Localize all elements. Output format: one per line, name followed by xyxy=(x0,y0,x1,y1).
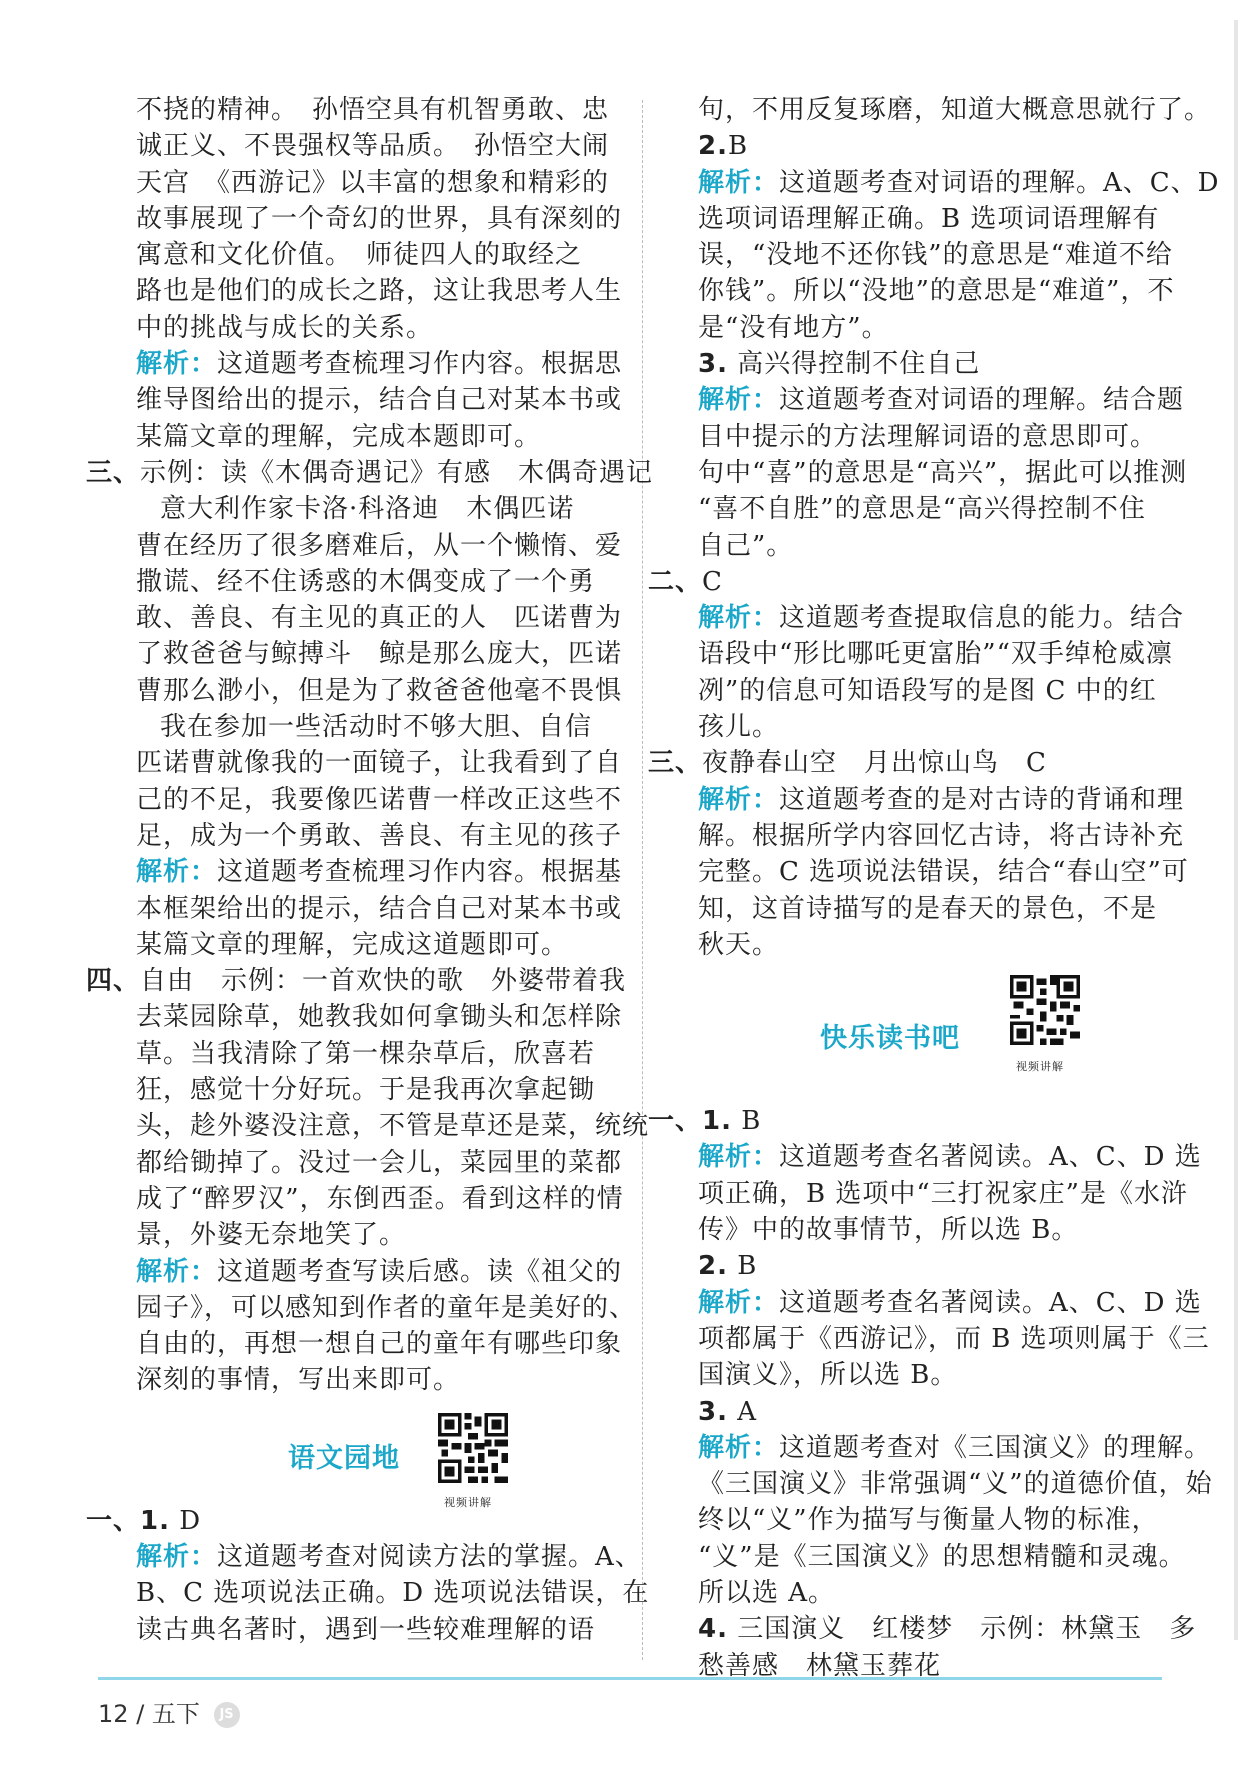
analysis-label: 解析： xyxy=(698,1287,780,1318)
text-line: 读古典名著时，遇到一些较难理解的语 xyxy=(136,1614,596,1645)
text-line: 孩儿。 xyxy=(698,712,780,743)
page-number: 12 xyxy=(98,1700,129,1728)
question-number: 三、 xyxy=(86,457,141,488)
analysis-line: 解析：这道题考查名著阅读。A、C、D 选 xyxy=(698,1287,1202,1318)
text-line: 头，趁外婆没注意，不管是草还是菜，统统 xyxy=(136,1111,650,1142)
text-line: 去菜园除草，她教我如何拿锄头和怎样除 xyxy=(136,1002,623,1033)
analysis-label: 解析： xyxy=(698,784,780,815)
text-line: 维导图给出的提示，结合自己对某本书或 xyxy=(136,385,623,416)
text-line: 我在参加一些活动时不够大胆、自信 xyxy=(160,712,593,743)
text-line: 冽”的信息可知语段写的是图 C 中的红 xyxy=(698,675,1157,706)
analysis-line: 解析：这道题考查的是对古诗的背诵和理 xyxy=(698,784,1185,815)
text-line: “喜不自胜”的意思是“高兴得控制不住 xyxy=(698,494,1146,525)
text-line: 是“没有地方”。 xyxy=(698,312,889,343)
question-line: 4. 三国演义 红楼梦 示例：林黛玉 多 xyxy=(698,1614,1197,1645)
page-edge xyxy=(1234,20,1238,1640)
analysis-label: 解析： xyxy=(698,1432,780,1463)
text-line: 匹诺曹就像我的一面镜子，让我看到了自 xyxy=(136,748,623,779)
text-line: 句，不用反复琢磨，知道大概意思就行了。 xyxy=(698,95,1212,125)
text-line: 目中提示的方法理解词语的意思即可。 xyxy=(698,421,1158,452)
page-footer xyxy=(98,1694,240,1729)
analysis-line: 解析：这道题考查对词语的理解。A、C、D xyxy=(698,167,1220,198)
text-line: 项正确，B 选项中“三打祝家庄”是《水浒 xyxy=(698,1178,1188,1209)
analysis-line: 解析：这道题考查梳理习作内容。根据基 xyxy=(136,857,623,888)
footer-separator: / xyxy=(136,1700,145,1728)
question-line: 四、自由 示例：一首欢快的歌 外婆带着我 xyxy=(86,966,627,997)
analysis-label: 解析： xyxy=(698,603,780,634)
text-line: 都给锄掉了。没过一会儿，菜园里的菜都 xyxy=(136,1147,623,1178)
qr-code-icon[interactable] xyxy=(438,1413,508,1483)
text-line: 某篇文章的理解，完成这道题即可。 xyxy=(136,929,569,960)
section-kuaile-dushuba xyxy=(660,963,1180,1103)
question-number: 2. xyxy=(698,131,728,162)
text-line: 选项词语理解正确。B 选项词语理解有 xyxy=(698,203,1160,234)
text-line: 你钱”。所以“没地”的意思是“难道”，不 xyxy=(698,276,1175,307)
text-line: 足，成为一个勇敢、善良、有主见的孩子 xyxy=(136,820,623,851)
text-line: 本框架给出的提示，结合自己对某本书或 xyxy=(136,893,623,924)
qr-caption: 视频讲解 xyxy=(1016,1060,1064,1074)
text-line: 所以选 A。 xyxy=(698,1577,836,1608)
text-line: 不挠的精神。 孙悟空具有机智勇敢、忠 xyxy=(136,95,610,125)
question-line: 2. B xyxy=(698,1251,758,1282)
question-line: 2.B xyxy=(698,131,749,162)
analysis-line: 解析：这道题考查对词语的理解。结合题 xyxy=(698,385,1185,416)
text-line: 寓意和文化价值。 师徒四人的取经之 xyxy=(136,240,583,271)
text-line: 自由的，再想一想自己的童年有哪些印象 xyxy=(136,1329,623,1360)
text-line: 成了“醉罗汉”，东倒西歪。看到这样的情 xyxy=(136,1183,624,1214)
question-number: 3. xyxy=(698,349,728,380)
question-line: 二、C xyxy=(648,566,723,597)
text-line: 知，这首诗描写的是春天的景色，不是 xyxy=(698,893,1158,924)
analysis-line: 解析：这道题考查对阅读方法的掌握。A、 xyxy=(136,1541,642,1572)
question-number: 2. xyxy=(698,1251,728,1282)
qr-caption: 视频讲解 xyxy=(444,1495,492,1509)
question-line: 3. 高兴得控制不住自己 xyxy=(698,349,981,380)
text-line: 故事展现了一个奇幻的世界，具有深刻的 xyxy=(136,203,623,234)
text-line: 曹那么渺小，但是为了救爸爸他毫不畏惧 xyxy=(136,675,623,706)
footer-divider xyxy=(98,1677,1162,1680)
analysis-line: 解析：这道题考查写读后感。读《祖父的 xyxy=(136,1256,623,1287)
question-number: 三、 xyxy=(648,748,703,779)
text-line: 秋天。 xyxy=(698,929,780,960)
analysis-line: 解析：这道题考查梳理习作内容。根据思 xyxy=(136,349,623,380)
text-line: 解。根据所学内容回忆古诗，将古诗补充 xyxy=(698,820,1185,851)
text-line: 国演义》，所以选 B。 xyxy=(698,1360,958,1391)
grade-label: 五下 xyxy=(151,1700,200,1728)
text-line: B、C 选项说法正确。D 选项说法错误，在 xyxy=(136,1578,650,1609)
text-line: 狂，感觉十分好玩。于是我再次拿起锄 xyxy=(136,1075,596,1106)
question-line: 一、1. B xyxy=(648,1106,762,1137)
text-line: 敢、善良、有主见的真正的人 匹诺曹为 xyxy=(136,603,623,634)
analysis-line: 解析：这道题考查名著阅读。A、C、D 选 xyxy=(698,1142,1202,1173)
analysis-label: 解析： xyxy=(698,167,780,198)
text-line: 愁善感 林黛玉葬花 xyxy=(698,1650,942,1681)
question-number: 3. xyxy=(698,1396,728,1427)
text-line: 路也是他们的成长之路，这让我思考人生 xyxy=(136,276,623,307)
section-title: 语文园地 xyxy=(288,1442,400,1474)
text-line: 草。当我清除了第一棵杂草后，欣喜若 xyxy=(136,1038,596,1069)
text-line: 己的不足，我要像匹诺曹一样改正这些不 xyxy=(136,784,623,815)
section-yuwen-yuandi xyxy=(98,1399,628,1509)
text-line: 了救爸爸与鲸搏斗 鲸是那么庞大，匹诺 xyxy=(136,639,623,670)
question-line: 三、示例：读《木偶奇遇记》有感 木偶奇遇记 xyxy=(86,457,654,488)
question-line: 三、夜静春山空 月出惊山鸟 C xyxy=(648,748,1047,779)
text-line: 误，“没地不还你钱”的意思是“难道不给 xyxy=(698,240,1173,271)
text-line: 深刻的事情，写出来即可。 xyxy=(136,1365,461,1396)
text-line: 某篇文章的理解，完成本题即可。 xyxy=(136,421,542,452)
text-line: 曹在经历了很多磨难后，从一个懒惰、爱 xyxy=(136,530,623,561)
text-line: 园子》，可以感知到作者的童年是美好的、 xyxy=(136,1292,637,1323)
question-number: 四、 xyxy=(86,966,141,997)
js-badge-icon: JS xyxy=(214,1702,240,1728)
text-line: 《三国演义》非常强调“义”的道德价值，始 xyxy=(698,1469,1213,1500)
text-line: 传》中的故事情节，所以选 B。 xyxy=(698,1215,1079,1246)
text-line: “义”是《三国演义》的思想精髓和灵魂。 xyxy=(698,1541,1186,1572)
text-line: 诚正义、不畏强权等品质。 孙悟空大闹 xyxy=(136,131,610,162)
analysis-line: 解析：这道题考查对《三国演义》的理解。 xyxy=(698,1432,1212,1463)
text-line: 景，外婆无奈地笑了。 xyxy=(136,1220,407,1251)
section-title: 快乐读书吧 xyxy=(820,1023,960,1055)
analysis-label: 解析： xyxy=(136,857,218,888)
qr-code-icon[interactable] xyxy=(1010,975,1080,1045)
analysis-label: 解析： xyxy=(136,1256,218,1287)
text-line: 撒谎、经不住诱惑的木偶变成了一个勇 xyxy=(136,566,596,597)
question-number: 一、 xyxy=(86,1505,141,1536)
text-line: 语段中“形比哪吒更富胎”“双手绰枪威凛 xyxy=(698,639,1173,670)
analysis-label: 解析： xyxy=(136,349,218,380)
analysis-label: 解析： xyxy=(698,385,780,416)
text-line: 天宫 《西游记》以丰富的想象和精彩的 xyxy=(136,167,610,198)
analysis-label: 解析： xyxy=(698,1142,780,1173)
column-divider xyxy=(642,100,643,1660)
text-line: 自己”。 xyxy=(698,530,794,561)
question-number: 二、 xyxy=(648,566,703,597)
question-line: 3. A xyxy=(698,1396,758,1427)
right-column xyxy=(648,92,1220,1684)
question-number: 一、 xyxy=(648,1106,703,1137)
text-line: 中的挑战与成长的关系。 xyxy=(136,312,434,343)
text-line: 终以“义”作为描写与衡量人物的标准， xyxy=(698,1505,1159,1536)
text-line: 项都属于《西游记》，而 B 选项则属于《三 xyxy=(698,1323,1210,1354)
question-line: 一、1. D xyxy=(86,1505,202,1536)
text-line: 意大利作家卡洛·科洛迪 木偶匹诺 xyxy=(160,494,575,525)
text-line: 句中“喜”的意思是“高兴”，据此可以推测 xyxy=(698,457,1188,488)
text-line: 完整。C 选项说法错误，结合“春山空”可 xyxy=(698,857,1189,888)
analysis-label: 解析： xyxy=(136,1541,218,1572)
question-number: 4. xyxy=(698,1614,728,1645)
analysis-line: 解析：这道题考查提取信息的能力。结合 xyxy=(698,603,1185,634)
left-column xyxy=(86,92,654,1648)
